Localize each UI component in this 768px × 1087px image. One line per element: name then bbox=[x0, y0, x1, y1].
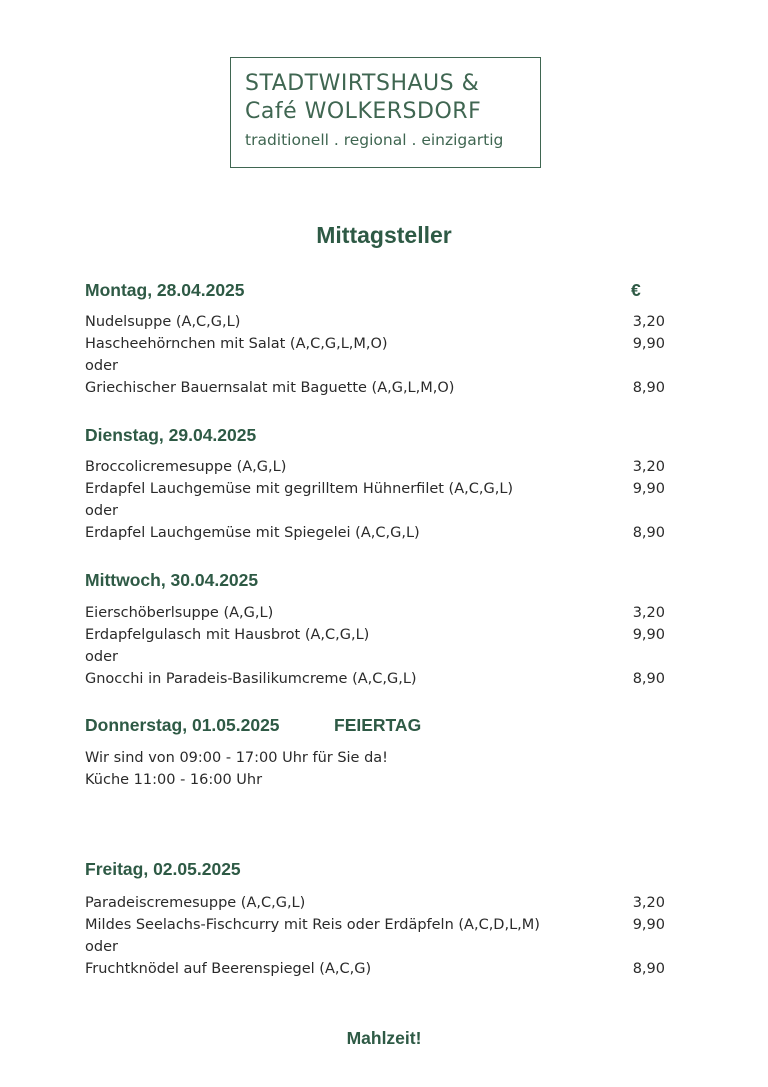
page-title: Mittagsteller bbox=[316, 222, 452, 248]
dish-name: Erdapfel Lauchgemüse mit gegrilltem Hühnerfilet (A,C,G,L) bbox=[85, 481, 514, 497]
dish-price: 3,20 bbox=[632, 895, 665, 911]
menu-item-main-2 bbox=[85, 377, 665, 399]
dish-price: 9,90 bbox=[632, 917, 665, 933]
menu-item-main-2 bbox=[85, 668, 665, 690]
currency-symbol: € bbox=[631, 280, 641, 300]
menu-item-main-2 bbox=[85, 522, 665, 544]
dish-price: 8,90 bbox=[632, 961, 665, 977]
restaurant-logo bbox=[230, 57, 541, 168]
menu-item-main-1 bbox=[85, 478, 665, 500]
or-label: oder bbox=[85, 939, 118, 955]
or-label: oder bbox=[85, 649, 118, 665]
day-heading-thursday: Donnerstag, 01.05.2025 bbox=[85, 715, 280, 735]
or-label: oder bbox=[85, 358, 118, 374]
dish-price: 3,20 bbox=[632, 314, 665, 330]
menu-item-soup bbox=[85, 311, 665, 333]
dish-name: Erdapfel Lauchgemüse mit Spiegelei (A,C,G,L) bbox=[85, 525, 420, 541]
day-heading-monday: Montag, 28.04.2025 bbox=[85, 280, 245, 300]
dish-name: Eierschöberlsuppe (A,G,L) bbox=[85, 605, 274, 621]
day-heading-friday: Freitag, 02.05.2025 bbox=[85, 859, 241, 879]
opening-hours: Wir sind von 09:00 - 17:00 Uhr für Sie da! bbox=[85, 750, 388, 766]
dish-price: 9,90 bbox=[632, 481, 665, 497]
menu-item-main-1 bbox=[85, 914, 665, 936]
holiday-badge: FEIERTAG bbox=[334, 715, 422, 735]
dish-price: 9,90 bbox=[632, 627, 665, 643]
dish-price: 9,90 bbox=[632, 336, 665, 352]
logo-line-1: STADTWIRTSHAUS & bbox=[245, 71, 480, 96]
dish-name: Fruchtknödel auf Beerenspiegel (A,C,G) bbox=[85, 961, 372, 977]
dish-price: 3,20 bbox=[632, 605, 665, 621]
day-heading-tuesday: Dienstag, 29.04.2025 bbox=[85, 425, 257, 445]
logo-line-2: Café WOLKERSDORF bbox=[245, 99, 482, 124]
dish-name: Paradeiscremesuppe (A,C,G,L) bbox=[85, 895, 306, 911]
kitchen-hours: Küche 11:00 - 16:00 Uhr bbox=[85, 772, 263, 788]
logo-tagline: traditionell . regional . einzigartig bbox=[245, 131, 504, 149]
day-heading-wednesday: Mittwoch, 30.04.2025 bbox=[85, 570, 259, 590]
dish-price: 3,20 bbox=[632, 459, 665, 475]
menu-item-soup bbox=[85, 456, 665, 478]
dish-name: Griechischer Bauernsalat mit Baguette (A,G,L,M,O) bbox=[85, 380, 455, 396]
menu-item-main-1 bbox=[85, 333, 665, 355]
dish-name: Mildes Seelachs-Fischcurry mit Reis oder Erdäpfeln (A,C,D,L,M) bbox=[85, 917, 540, 933]
dish-name: Broccolicremesuppe (A,G,L) bbox=[85, 459, 287, 475]
menu-item-soup bbox=[85, 602, 665, 624]
menu-item-soup bbox=[85, 892, 665, 914]
menu-item-main-1 bbox=[85, 624, 665, 646]
dish-price: 8,90 bbox=[632, 671, 665, 687]
dish-price: 8,90 bbox=[632, 380, 665, 396]
dish-name: Erdapfelgulasch mit Hausbrot (A,C,G,L) bbox=[85, 627, 370, 643]
dish-price: 8,90 bbox=[632, 525, 665, 541]
dish-name: Hascheehörnchen mit Salat (A,C,G,L,M,O) bbox=[85, 336, 388, 352]
dish-name: Nudelsuppe (A,C,G,L) bbox=[85, 314, 241, 330]
menu-item-main-2 bbox=[85, 958, 665, 980]
dish-name: Gnocchi in Paradeis-Basilikumcreme (A,C,G,L) bbox=[85, 671, 417, 687]
footer-greeting: Mahlzeit! bbox=[346, 1028, 422, 1048]
or-label: oder bbox=[85, 503, 118, 519]
